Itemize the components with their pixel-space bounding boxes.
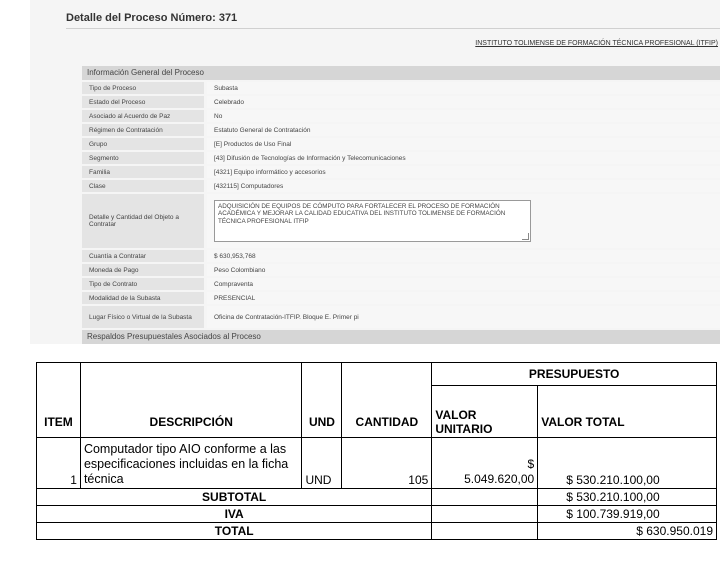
cell-item: 1 (37, 438, 81, 489)
total-row (37, 523, 717, 540)
info-row-clase (82, 180, 720, 192)
total-value: $ 630.950.019 (538, 523, 717, 540)
resize-grip-icon[interactable] (522, 233, 529, 240)
subtotal-value: $ 530.210.100,00 (538, 489, 717, 506)
cell-cantidad: 105 (342, 438, 432, 489)
info-label: Régimen de Contratación (82, 124, 204, 136)
info-label: Asociado al Acuerdo de Paz (82, 110, 204, 122)
info-label: Estado del Proceso (82, 96, 204, 108)
info-value: PRESENCIAL (207, 292, 720, 304)
info-value: Compraventa (207, 278, 720, 290)
budget-table (36, 362, 717, 540)
iva-label: IVA (37, 506, 432, 523)
table-row (37, 438, 717, 489)
info-value: Subasta (207, 82, 720, 94)
total-empty (432, 523, 538, 540)
header-item: ITEM (37, 363, 81, 438)
info-label: Cuantía a Contratar (82, 250, 204, 262)
info-label: Lugar Físico o Virtual de la Subasta (82, 306, 204, 328)
info-value: [43] Difusión de Tecnologías de Información y Telecomunicaciones (207, 152, 720, 164)
info-row-regimen (82, 124, 720, 136)
objeto-text: ADQUISICIÓN DE EQUIPOS DE CÓMPUTO PARA FORTALECER EL PROCESO DE FORMACIÓN ACADÉMICA Y MEJORAR LA CALIDAD EDUCATIVA DEL INSTITUTO TOLIMENSE DE FORMACIÓN TÉCNICA PROFESIONAL ITFIP (218, 203, 506, 225)
info-row-familia (82, 166, 720, 178)
header-valor-total: VALOR TOTAL (538, 386, 717, 438)
table-header-row (37, 363, 717, 386)
info-value: [E] Productos de Uso Final (207, 138, 720, 150)
cell-valor-unitario (432, 438, 538, 489)
info-value: [4321] Equipo informático y accesorios (207, 166, 720, 178)
info-row-segmento (82, 152, 720, 164)
info-row-cuantia (82, 250, 720, 262)
info-value: Peso Colombiano (207, 264, 720, 276)
info-row-lugar (82, 306, 720, 328)
info-value: Oficina de Contratación-ITFIP. Bloque E. Primer pi (207, 306, 720, 328)
info-value: $ 630,953,768 (207, 250, 720, 262)
info-label: Clase (82, 180, 204, 192)
currency-symbol: $ (527, 457, 535, 471)
objeto-textarea[interactable] (214, 200, 531, 242)
info-section-header: Información General del Proceso (82, 66, 720, 80)
title-divider (66, 28, 720, 29)
budget-section-header: Respaldos Presupuestales Asociados al Proceso (82, 330, 720, 344)
cell-und: UND (302, 438, 342, 489)
info-label: Tipo de Proceso (82, 82, 204, 94)
info-value: Estatuto General de Contratación (207, 124, 720, 136)
info-value: [432115] Computadores (207, 180, 720, 192)
header-und: UND (302, 363, 342, 438)
institution-link[interactable]: INSTITUTO TOLIMENSE DE FORMACIÓN TÉCNICA PROFESIONAL (ITFIP) (475, 40, 718, 47)
info-row-modalidad (82, 292, 720, 304)
page-title: Detalle del Proceso Número: 371 (66, 12, 238, 24)
subtotal-empty (432, 489, 538, 506)
info-label: Modalidad de la Subasta (82, 292, 204, 304)
iva-row (37, 506, 717, 523)
cell-descripcion: Computador tipo AIO conforme a las especificaciones incluidas en la ficha técnica (80, 438, 302, 489)
info-label: Tipo de Contrato (82, 278, 204, 290)
info-label: Segmento (82, 152, 204, 164)
info-row-grupo (82, 138, 720, 150)
valor-unitario-amount: 5.049.620,00 (464, 472, 535, 486)
info-value: Celebrado (207, 96, 720, 108)
header-descripcion: DESCRIPCIÓN (80, 363, 302, 438)
subtotal-label: SUBTOTAL (37, 489, 432, 506)
iva-empty (432, 506, 538, 523)
info-row-acuerdo-paz (82, 110, 720, 122)
info-row-moneda (82, 264, 720, 276)
header-presupuesto: PRESUPUESTO (432, 363, 717, 386)
total-label: TOTAL (37, 523, 432, 540)
info-row-estado (82, 96, 720, 108)
header-cantidad: CANTIDAD (342, 363, 432, 438)
info-row-tipo-proceso (82, 82, 720, 94)
info-row-tipo-contrato (82, 278, 720, 290)
cell-valor-total: $ 530.210.100,00 (538, 438, 717, 489)
iva-value: $ 100.739.919,00 (538, 506, 717, 523)
header-valor-unitario: VALOR UNITARIO (432, 386, 538, 438)
info-value: No (207, 110, 720, 122)
info-label: Moneda de Pago (82, 264, 204, 276)
info-label: Familia (82, 166, 204, 178)
info-label: Detalle y Cantidad del Objeto a Contratar (82, 194, 204, 248)
subtotal-row (37, 489, 717, 506)
info-label: Grupo (82, 138, 204, 150)
